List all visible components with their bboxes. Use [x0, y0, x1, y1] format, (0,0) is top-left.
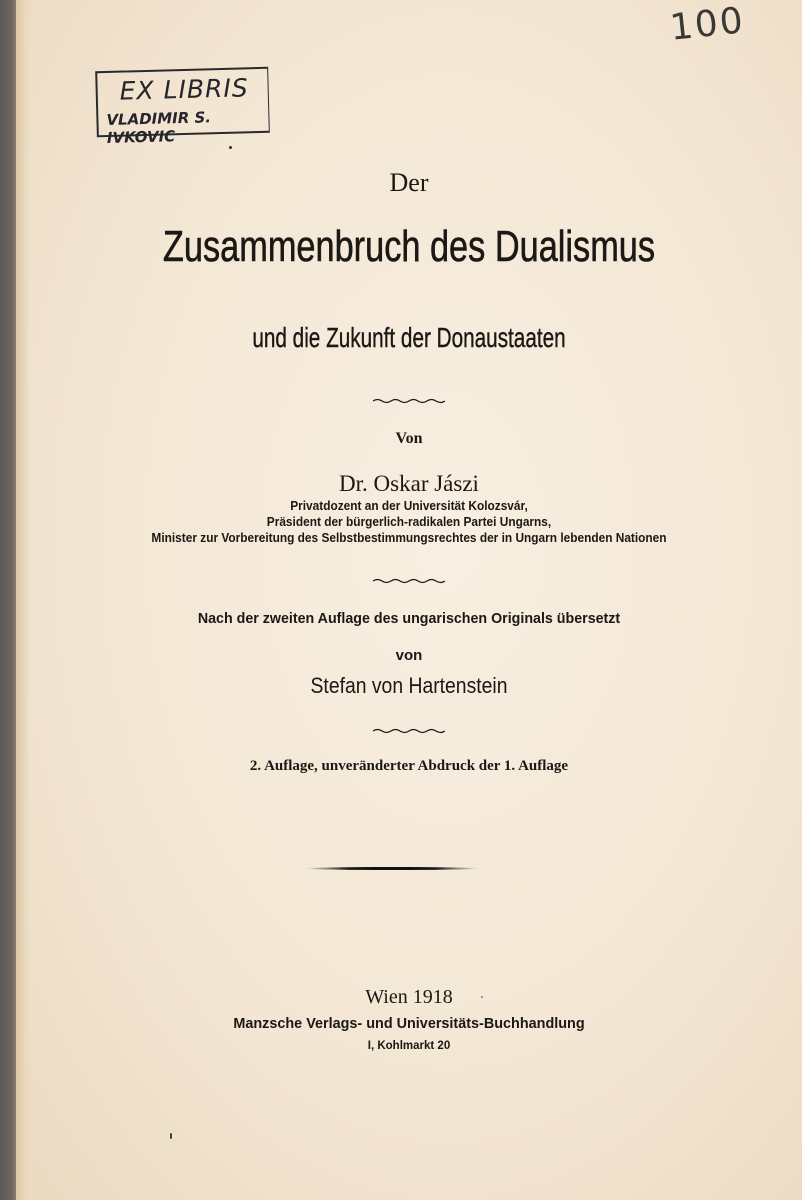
imprint-address: I, Kohlmarkt 20 [367, 1040, 451, 1052]
tapered-rule [306, 867, 478, 870]
author-name: Dr. Oskar Jászi [339, 471, 479, 496]
ink-speck [170, 1133, 172, 1139]
author-affiliation-1: Privatdozent an der Universität Kolozsvár, [290, 499, 528, 513]
stamp-line-ex-libris: EX LIBRIS [119, 73, 249, 106]
translation-note: Nach der zweiten Auflage des ungarischen Originals übersetzt [197, 610, 621, 627]
imprint-city-year: Wien 1918 [365, 986, 453, 1008]
wavy-divider-2 [16, 572, 802, 590]
translator-name: Stefan von Hartenstein [310, 673, 508, 698]
translator-by-label: von [395, 647, 423, 664]
stamp-line-owner: VLADIMIR S. IVKOVIC [106, 108, 212, 147]
wavy-divider-3 [16, 722, 802, 740]
handwritten-number: 100 [668, 0, 747, 49]
imprint-publisher: Manzsche Verlags- und Universitäts-Buchhandlung [233, 1015, 585, 1032]
wavy-rule-icon [373, 727, 445, 735]
book-title: Zusammenbruch des Dualismus [162, 222, 656, 271]
wavy-rule-icon [373, 577, 445, 585]
ink-speck [481, 996, 483, 998]
title-article: Der [389, 168, 429, 197]
ex-libris-stamp [95, 67, 270, 147]
ink-speck [229, 146, 232, 149]
edition-note: 2. Auflage, unveränderter Abdruck der 1. Auflage [249, 758, 569, 774]
book-spine-edge [0, 0, 16, 1200]
wavy-rule-icon [373, 397, 445, 405]
wavy-divider-1 [16, 392, 802, 410]
author-affiliation-3: Minister zur Vorbereitung des Selbstbestimmungsrechtes der in Ungarn lebenden Nationen [151, 531, 667, 545]
by-label: Von [395, 430, 423, 447]
author-affiliation-2: Präsident der bürgerlich-radikalen Partei Ungarns, [266, 515, 552, 529]
book-subtitle: und die Zukunft der Donaustaaten [252, 322, 566, 353]
